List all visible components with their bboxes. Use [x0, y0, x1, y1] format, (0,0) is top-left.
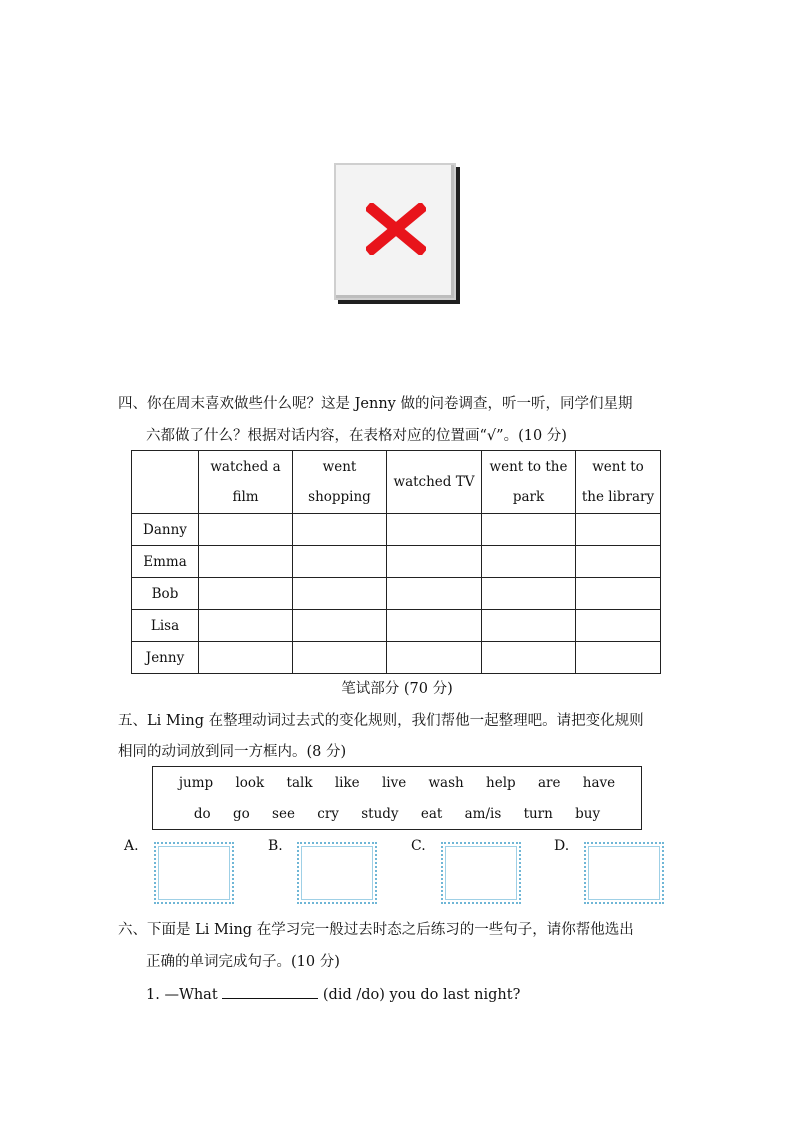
answer-cell[interactable] [293, 642, 387, 674]
verb-word: jump [178, 775, 214, 791]
verb-word: talk [286, 775, 313, 791]
verb-word-bank [152, 766, 642, 830]
answer-box-d[interactable] [584, 842, 664, 904]
verb-word: wash [428, 775, 464, 791]
verb-row-1 [153, 775, 641, 791]
table-row [132, 514, 661, 546]
answer-cell[interactable] [199, 642, 293, 674]
table-row [132, 546, 661, 578]
table-row [132, 578, 661, 610]
section6-instruction-line1: 六、下面是 Li Ming 在学习完一般过去时态之后练习的一些句子，请你帮他选出 [118, 922, 634, 938]
answer-label-a: A. [124, 838, 139, 854]
question-1-prefix: 1. —What [146, 987, 218, 1003]
table-row [132, 610, 661, 642]
section5-instruction-line2: 相同的动词放到同一方框内。(8 分) [118, 744, 347, 760]
table-row [132, 642, 661, 674]
verb-word: see [272, 806, 295, 822]
answer-cell[interactable] [293, 578, 387, 610]
verb-word: go [232, 806, 250, 822]
row-name-cell: Emma [132, 546, 199, 578]
answer-cell[interactable] [293, 610, 387, 642]
question-1-suffix: (did /do) you do last night? [322, 987, 521, 1003]
section4-instruction-line1: 四、你在周末喜欢做些什么呢？这是 Jenny 做的问卷调查，听一听，同学们星期 [118, 396, 633, 412]
answer-box-c[interactable] [441, 842, 521, 904]
answer-box-a[interactable] [154, 842, 234, 904]
answer-cell[interactable] [199, 514, 293, 546]
answer-cell[interactable] [576, 578, 661, 610]
answer-cell[interactable] [387, 610, 482, 642]
section4-instruction-line2: 六都做了什么？根据对话内容，在表格对应的位置画“√”。(10 分) [146, 428, 567, 444]
table-header-cell: went to the library [576, 451, 661, 514]
answer-cell[interactable] [482, 514, 576, 546]
row-name-cell: Danny [132, 514, 199, 546]
answer-cell[interactable] [293, 514, 387, 546]
answer-cell[interactable] [482, 642, 576, 674]
verb-word: cry [317, 806, 339, 822]
answer-cell[interactable] [387, 642, 482, 674]
survey-table [131, 450, 661, 674]
answer-blank-1[interactable] [222, 984, 318, 999]
table-header-cell: went to the park [482, 451, 576, 514]
verb-word: like [334, 775, 360, 791]
answer-cell[interactable] [576, 642, 661, 674]
answer-cell[interactable] [387, 546, 482, 578]
verb-row-2 [153, 806, 641, 822]
answer-cell[interactable] [482, 578, 576, 610]
answer-label-d: D. [554, 838, 570, 854]
answer-cell[interactable] [387, 578, 482, 610]
row-name-cell: Lisa [132, 610, 199, 642]
question-1 [146, 984, 520, 1005]
verb-word: are [537, 775, 561, 791]
broken-image-placeholder [334, 163, 456, 300]
answer-box-b[interactable] [297, 842, 377, 904]
verb-word: help [486, 775, 516, 791]
answer-label-b: B. [268, 838, 283, 854]
row-name-cell: Bob [132, 578, 199, 610]
answer-cell[interactable] [576, 546, 661, 578]
answer-label-c: C. [411, 838, 426, 854]
answer-cell[interactable] [293, 546, 387, 578]
table-corner-cell [132, 451, 199, 514]
verb-word: study [361, 806, 399, 822]
verb-word: eat [420, 806, 443, 822]
answer-cell[interactable] [199, 578, 293, 610]
verb-word: am/is [464, 806, 502, 822]
section6-instruction-line2: 正确的单词完成句子。(10 分) [146, 954, 340, 970]
answer-cell[interactable] [482, 610, 576, 642]
answer-cell[interactable] [482, 546, 576, 578]
row-name-cell: Jenny [132, 642, 199, 674]
answer-cell[interactable] [576, 514, 661, 546]
verb-word: do [193, 806, 211, 822]
answer-cell[interactable] [387, 514, 482, 546]
table-header-cell: watched TV [387, 451, 482, 514]
answer-cell[interactable] [199, 546, 293, 578]
verb-word: look [235, 775, 265, 791]
written-part-heading: 笔试部分 (70 分) [341, 681, 453, 697]
table-header-cell: went shopping [293, 451, 387, 514]
answer-cell[interactable] [576, 610, 661, 642]
verb-word: live [381, 775, 407, 791]
section5-instruction-line1: 五、Li Ming 在整理动词过去式的变化规则，我们帮他一起整理吧。请把变化规则 [118, 713, 644, 729]
broken-image-x-icon [366, 203, 426, 255]
verb-word: have [582, 775, 616, 791]
table-header-cell: watched a film [199, 451, 293, 514]
verb-word: buy [575, 806, 601, 822]
table-header-row [132, 451, 661, 514]
answer-cell[interactable] [199, 610, 293, 642]
verb-word: turn [523, 806, 553, 822]
